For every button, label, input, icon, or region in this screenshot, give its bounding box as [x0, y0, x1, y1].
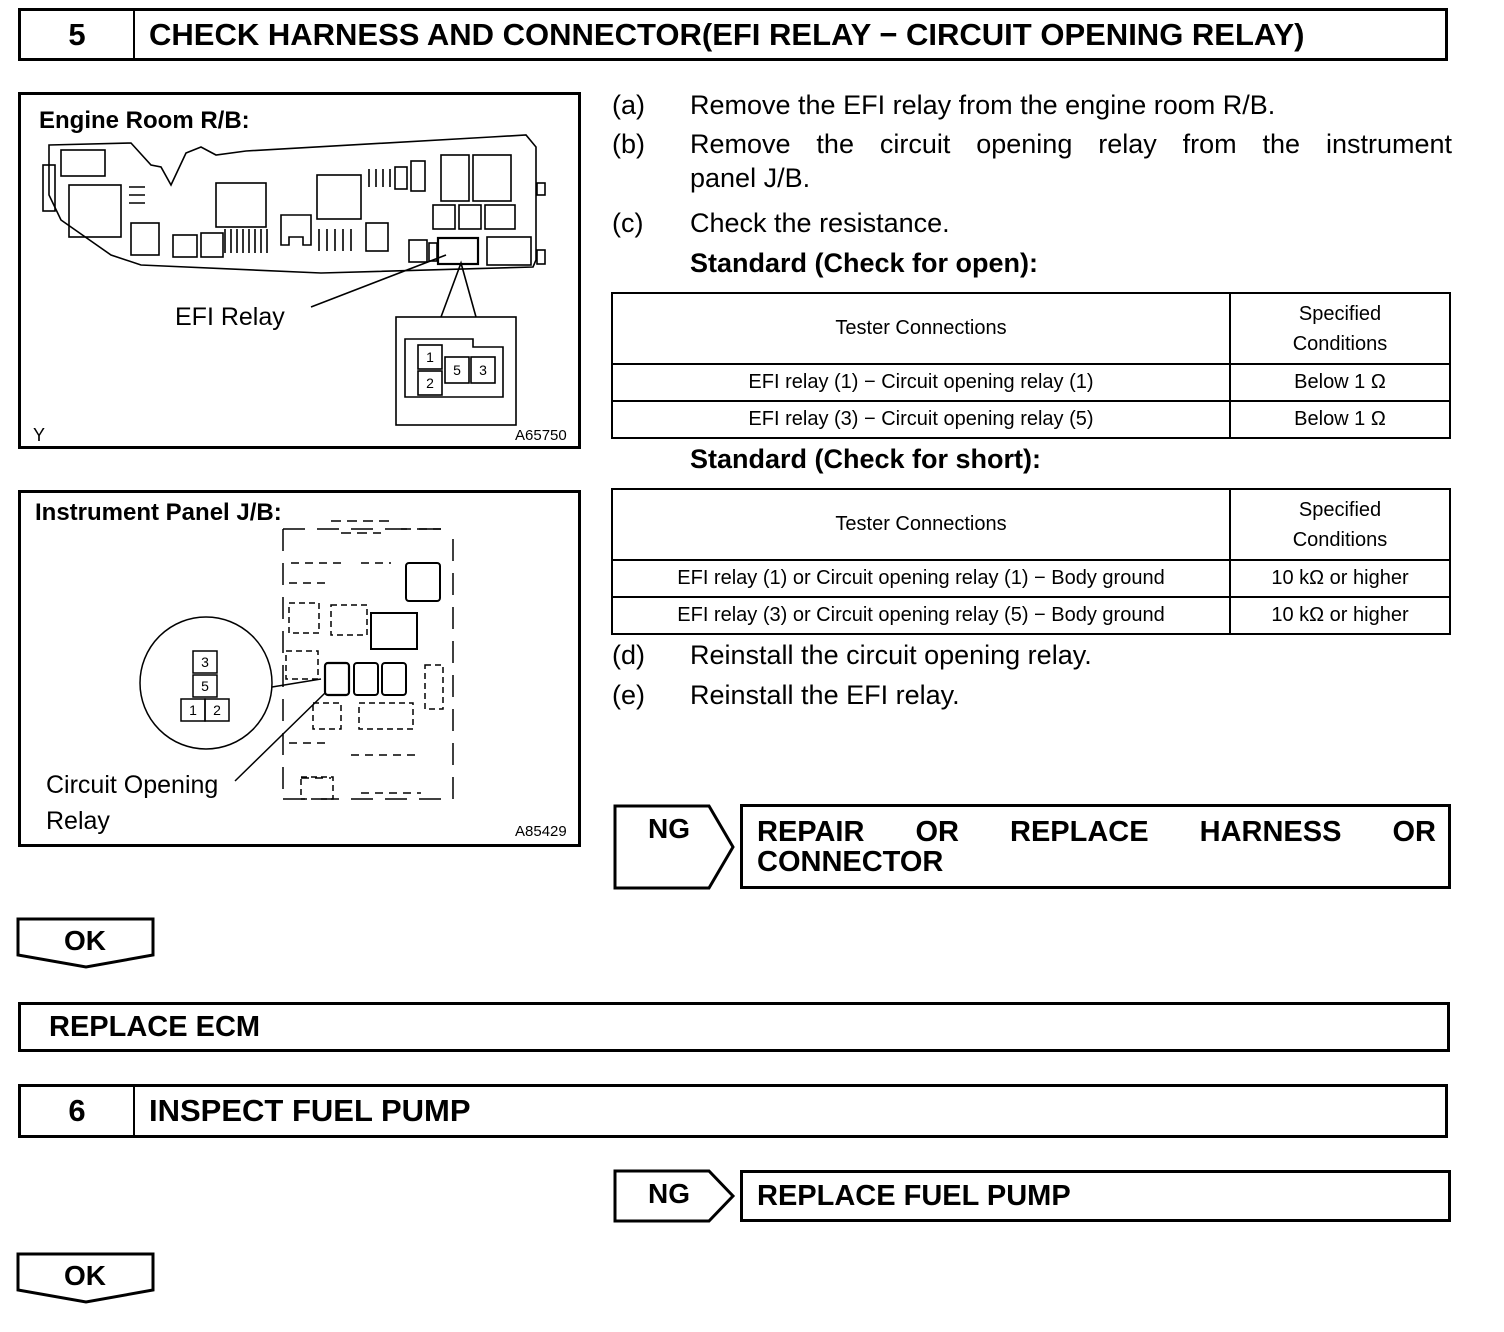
condition-cell: 10 kΩ or higher [1230, 597, 1450, 634]
step-letter: (c) [612, 208, 644, 238]
repair-harness-box [740, 804, 1451, 889]
instrument-panel-jb-figure [18, 490, 581, 847]
step-number: 6 [21, 1087, 135, 1135]
step-title: INSPECT FUEL PUMP [149, 1093, 471, 1128]
table-row [612, 560, 1450, 597]
step-text: Check the resistance. [690, 208, 950, 238]
instruction-a [612, 90, 1452, 121]
header-tester-connections: Tester Connections [612, 489, 1230, 560]
pin-label: 5 [453, 362, 461, 378]
result-word: HARNESS [1199, 816, 1342, 848]
pin-label: 2 [213, 702, 221, 718]
standard-short-table [611, 488, 1451, 635]
pin-label: 1 [426, 349, 434, 365]
instruction-d [612, 640, 1452, 671]
step-letter: (b) [612, 129, 645, 159]
instruction-b [612, 129, 1452, 194]
condition-cell: 10 kΩ or higher [1230, 560, 1450, 597]
header-line: Conditions [1292, 332, 1388, 355]
figure-heading: Instrument Panel J/B: [35, 499, 282, 526]
efi-relay-callout: EFI Relay [175, 303, 285, 331]
result-word: OR [1392, 816, 1436, 848]
figure-heading: Engine Room R/B: [39, 107, 250, 134]
table-header-row [612, 293, 1450, 364]
header-line: Specified [1298, 498, 1382, 521]
header-specified-conditions [1230, 489, 1450, 560]
standard-short-label: Standard (Check for short): [690, 444, 1042, 474]
result-word: REPLACE [1010, 816, 1149, 848]
tester-connection-cell: EFI relay (3) or Circuit opening relay (5) − Body ground [612, 597, 1230, 634]
header-line: Specified [1298, 302, 1382, 325]
step-5-header [18, 8, 1448, 61]
step-text: Remove the circuit opening relay from the instrument [690, 129, 1452, 159]
instruction-c [612, 208, 1452, 239]
ok-label: OK [64, 925, 106, 956]
step-text: panel J/B. [690, 163, 811, 193]
ng-label: NG [648, 813, 690, 844]
step-text: Reinstall the circuit opening relay. [690, 640, 1092, 670]
result-line [757, 817, 1436, 847]
figure-id: A65750 [515, 427, 567, 444]
instruction-e [612, 680, 1452, 711]
tester-connection-cell: EFI relay (1) − Circuit opening relay (1) [612, 364, 1230, 401]
table-row [612, 401, 1450, 438]
step-text: Reinstall the EFI relay. [690, 680, 960, 710]
step-letter: (d) [612, 640, 645, 670]
corner-mark: Y [33, 425, 46, 445]
callout-line: Circuit Opening [46, 771, 219, 799]
result-word: REPAIR [757, 816, 865, 848]
condition-cell: Below 1 Ω [1230, 401, 1450, 438]
table-row [612, 364, 1450, 401]
standard-open-label: Standard (Check for open): [690, 248, 1039, 278]
pin-label: 5 [201, 678, 209, 694]
result-line: CONNECTOR [757, 846, 944, 878]
ok-label: OK [64, 1260, 106, 1291]
pin-label: 3 [201, 654, 209, 670]
step-number: 5 [21, 11, 135, 58]
condition-cell: Below 1 Ω [1230, 364, 1450, 401]
pin-label: 3 [479, 362, 487, 378]
step-6-header [18, 1084, 1448, 1138]
callout-line: Relay [46, 807, 110, 835]
result-word: OR [915, 816, 959, 848]
step-title: CHECK HARNESS AND CONNECTOR(EFI RELAY − CIRCUIT OPENING RELAY) [149, 16, 1305, 52]
table-row [612, 597, 1450, 634]
header-specified-conditions [1230, 293, 1450, 364]
ng-label: NG [648, 1178, 690, 1209]
engine-room-rb-figure [18, 92, 581, 449]
replace-ecm-box: REPLACE ECM [18, 1002, 1450, 1052]
header-line: Conditions [1292, 528, 1388, 551]
replace-fuel-pump-box: REPLACE FUEL PUMP [740, 1170, 1451, 1222]
circuit-opening-relay-callout [46, 767, 218, 839]
step-letter: (e) [612, 680, 645, 710]
pin-label: 1 [189, 702, 197, 718]
header-tester-connections: Tester Connections [612, 293, 1230, 364]
pin-label: 2 [426, 375, 434, 391]
engine-room-rb-drawing [21, 95, 578, 446]
standard-open-table [611, 292, 1451, 439]
figure-id: A85429 [515, 823, 567, 840]
table-header-row [612, 489, 1450, 560]
tester-connection-cell: EFI relay (3) − Circuit opening relay (5) [612, 401, 1230, 438]
step-text: Remove the EFI relay from the engine room R/B. [690, 90, 1276, 120]
step-letter: (a) [612, 90, 645, 120]
tester-connection-cell: EFI relay (1) or Circuit opening relay (1) − Body ground [612, 560, 1230, 597]
